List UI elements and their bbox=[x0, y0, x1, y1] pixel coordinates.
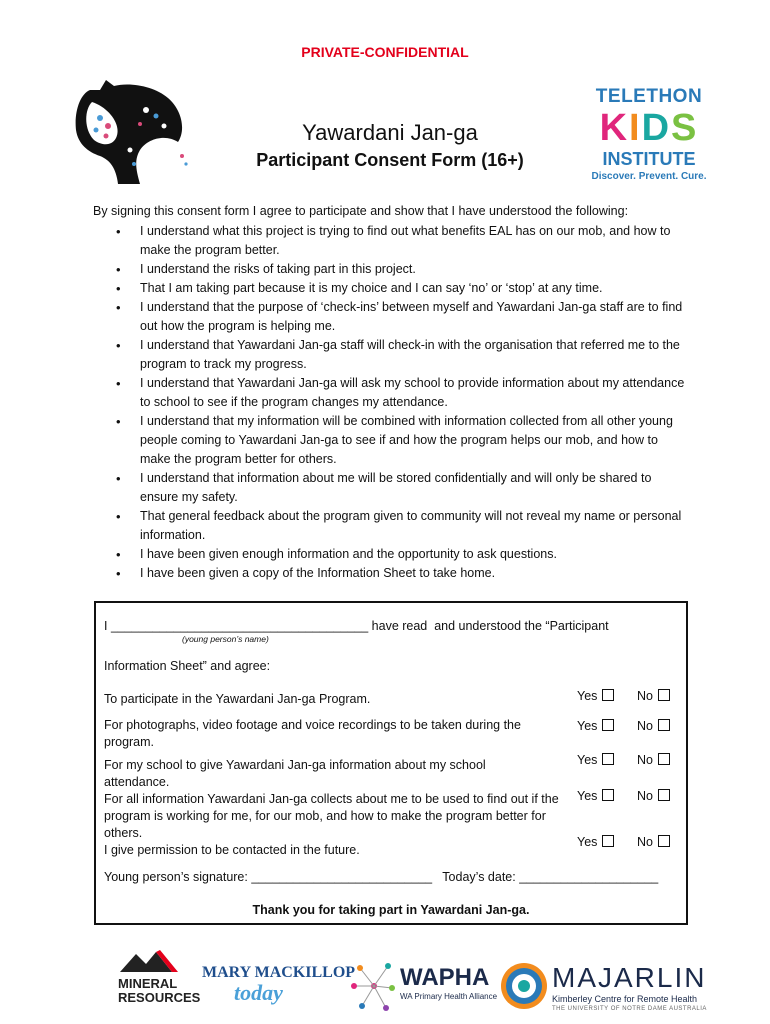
list-item: • That I am taking part because it is my choice and I can say ‘no’ or ‘stop’ at any time. bbox=[140, 279, 685, 298]
name-line bbox=[104, 619, 609, 633]
no-label: No bbox=[637, 719, 653, 733]
consent-item-school: For my school to give Yawardani Jan-ga information about my school attendance. bbox=[104, 758, 486, 789]
name-line-end: have read and understood the “Participant bbox=[368, 619, 609, 633]
list-item: • I understand the risks of taking part in this project. bbox=[140, 260, 685, 279]
info-sheet-line: Information Sheet” and agree: bbox=[104, 659, 271, 673]
yes-checkbox[interactable] bbox=[602, 719, 614, 731]
no-option[interactable] bbox=[637, 753, 670, 767]
no-option[interactable] bbox=[637, 689, 670, 703]
form-subtitle: Participant Consent Form (16+) bbox=[256, 150, 524, 170]
yes-checkbox[interactable] bbox=[602, 789, 614, 801]
yes-option[interactable] bbox=[577, 719, 614, 733]
consent-item-contact: I give permission to be contacted in the future. bbox=[104, 843, 360, 857]
no-label: No bbox=[637, 753, 653, 767]
form-title: Yawardani Jan-ga bbox=[302, 120, 478, 145]
institute-line: INSTITUTE bbox=[602, 149, 696, 169]
no-checkbox[interactable] bbox=[658, 689, 670, 701]
mineral-resources-logo bbox=[118, 950, 201, 1010]
yes-label: Yes bbox=[577, 719, 598, 733]
list-item: • I understand that Yawardani Jan-ga staff will check-in with the organisation that referred me to the program to track my progress. bbox=[140, 336, 685, 374]
yes-checkbox[interactable] bbox=[602, 689, 614, 701]
yes-option[interactable] bbox=[577, 789, 614, 803]
consent-item-participate: To participate in the Yawardani Jan-ga Program. bbox=[104, 692, 371, 706]
resources-text: RESOURCES bbox=[118, 990, 201, 1005]
yes-label: Yes bbox=[577, 789, 598, 803]
no-label: No bbox=[637, 689, 653, 703]
list-item: • I understand what this project is trying to find out what benefits EAL has on our mob, and how to make the program better. bbox=[140, 222, 685, 260]
name-caption: (young person’s name) bbox=[182, 634, 269, 644]
kids-letter-k: K bbox=[599, 107, 630, 149]
kids-letter-d: D bbox=[641, 107, 672, 149]
date-label: Today’s date: bbox=[432, 870, 520, 884]
no-option[interactable] bbox=[637, 789, 670, 803]
yes-label: Yes bbox=[577, 689, 598, 703]
yes-label: Yes bbox=[577, 835, 598, 849]
signature-line bbox=[104, 870, 658, 884]
consent-item-data-use: For all information Yawardani Jan-ga collects about me to be used to find out if the program is working for me, for our mob, and how to make the program better for others. bbox=[104, 792, 559, 840]
yes-checkbox[interactable] bbox=[602, 835, 614, 847]
no-checkbox[interactable] bbox=[658, 835, 670, 847]
list-item: • I understand that the purpose of ‘check-ins’ between myself and Yawardani Jan-ga staff are to find out how the program is helping me. bbox=[140, 298, 685, 336]
telethon-tagline: Discover. Prevent. Cure. bbox=[591, 171, 707, 182]
mary-mackillop-logo bbox=[202, 964, 356, 1014]
horse-logo bbox=[70, 80, 195, 190]
yes-option[interactable] bbox=[577, 689, 614, 703]
no-checkbox[interactable] bbox=[658, 753, 670, 765]
list-item: • I have been given enough information and the opportunity to ask questions. bbox=[140, 545, 685, 564]
consent-item-media: For photographs, video footage and voice recordings to be taken during the program. bbox=[104, 718, 521, 749]
no-checkbox[interactable] bbox=[658, 719, 670, 731]
kids-letter-i: I bbox=[629, 107, 642, 149]
list-item: • That general feedback about the program given to community will not reveal my name or personal information. bbox=[140, 507, 685, 545]
majarlin-emblem-icon bbox=[500, 962, 548, 1010]
wapha-logo bbox=[400, 964, 500, 1004]
majarlin-logo bbox=[552, 962, 722, 1012]
date-field[interactable]: ____________________ bbox=[519, 870, 659, 884]
intro-text: By signing this consent form I agree to participate and show that I have understood the following: bbox=[93, 204, 629, 218]
list-item: • I understand that Yawardani Jan-ga will ask my school to provide information about my attendance to school to see if the program changes my attendance. bbox=[140, 374, 685, 412]
list-item: • I understand that my information will be combined with information collected from all other young people coming to Yawardani Jan-ga to see if and how the program helps our mob, and how to make the program better for others. bbox=[140, 412, 685, 469]
majarlin-subtext: Kimberley Centre for Remote Health bbox=[552, 994, 698, 1004]
majarlin-text: MAJARLIN bbox=[552, 962, 707, 993]
no-label: No bbox=[637, 789, 653, 803]
signature-label: Young person’s signature: bbox=[104, 870, 252, 884]
name-line-start: I bbox=[104, 619, 111, 633]
network-icon bbox=[350, 958, 398, 1016]
signature-field[interactable]: __________________________ bbox=[251, 870, 433, 884]
no-option[interactable] bbox=[637, 835, 670, 849]
name-blank-field[interactable]: _____________________________________ bbox=[110, 619, 369, 633]
majarlin-university: THE UNIVERSITY OF NOTRE DAME AUSTRALIA bbox=[552, 1006, 707, 1012]
mountain-icon bbox=[120, 950, 182, 972]
wapha-subtext: WA Primary Health Alliance bbox=[400, 992, 498, 1001]
yes-option[interactable] bbox=[577, 753, 614, 767]
kids-letter-s: S bbox=[671, 107, 699, 149]
list-item: • I understand that information about me will be stored confidentially and will only be shared to ensure my safety. bbox=[140, 469, 685, 507]
yes-option[interactable] bbox=[577, 835, 614, 849]
telethon-line: TELETHON bbox=[595, 86, 703, 107]
consent-box bbox=[94, 601, 688, 925]
understanding-list bbox=[140, 222, 685, 583]
confidential-label: PRIVATE-CONFIDENTIAL bbox=[301, 44, 469, 60]
no-option[interactable] bbox=[637, 719, 670, 733]
no-checkbox[interactable] bbox=[658, 789, 670, 801]
yes-checkbox[interactable] bbox=[602, 753, 614, 765]
no-label: No bbox=[637, 835, 653, 849]
wapha-text: WAPHA bbox=[400, 964, 490, 991]
list-item: • I have been given a copy of the Information Sheet to take home. bbox=[140, 564, 685, 583]
yes-label: Yes bbox=[577, 753, 598, 767]
mary-mackillop-text: MARY MACKILLOP bbox=[202, 964, 356, 981]
thanks-message: Thank you for taking part in Yawardani Jan-ga. bbox=[252, 903, 530, 917]
today-text: today bbox=[234, 980, 283, 1005]
mineral-text: MINERAL bbox=[118, 976, 178, 991]
